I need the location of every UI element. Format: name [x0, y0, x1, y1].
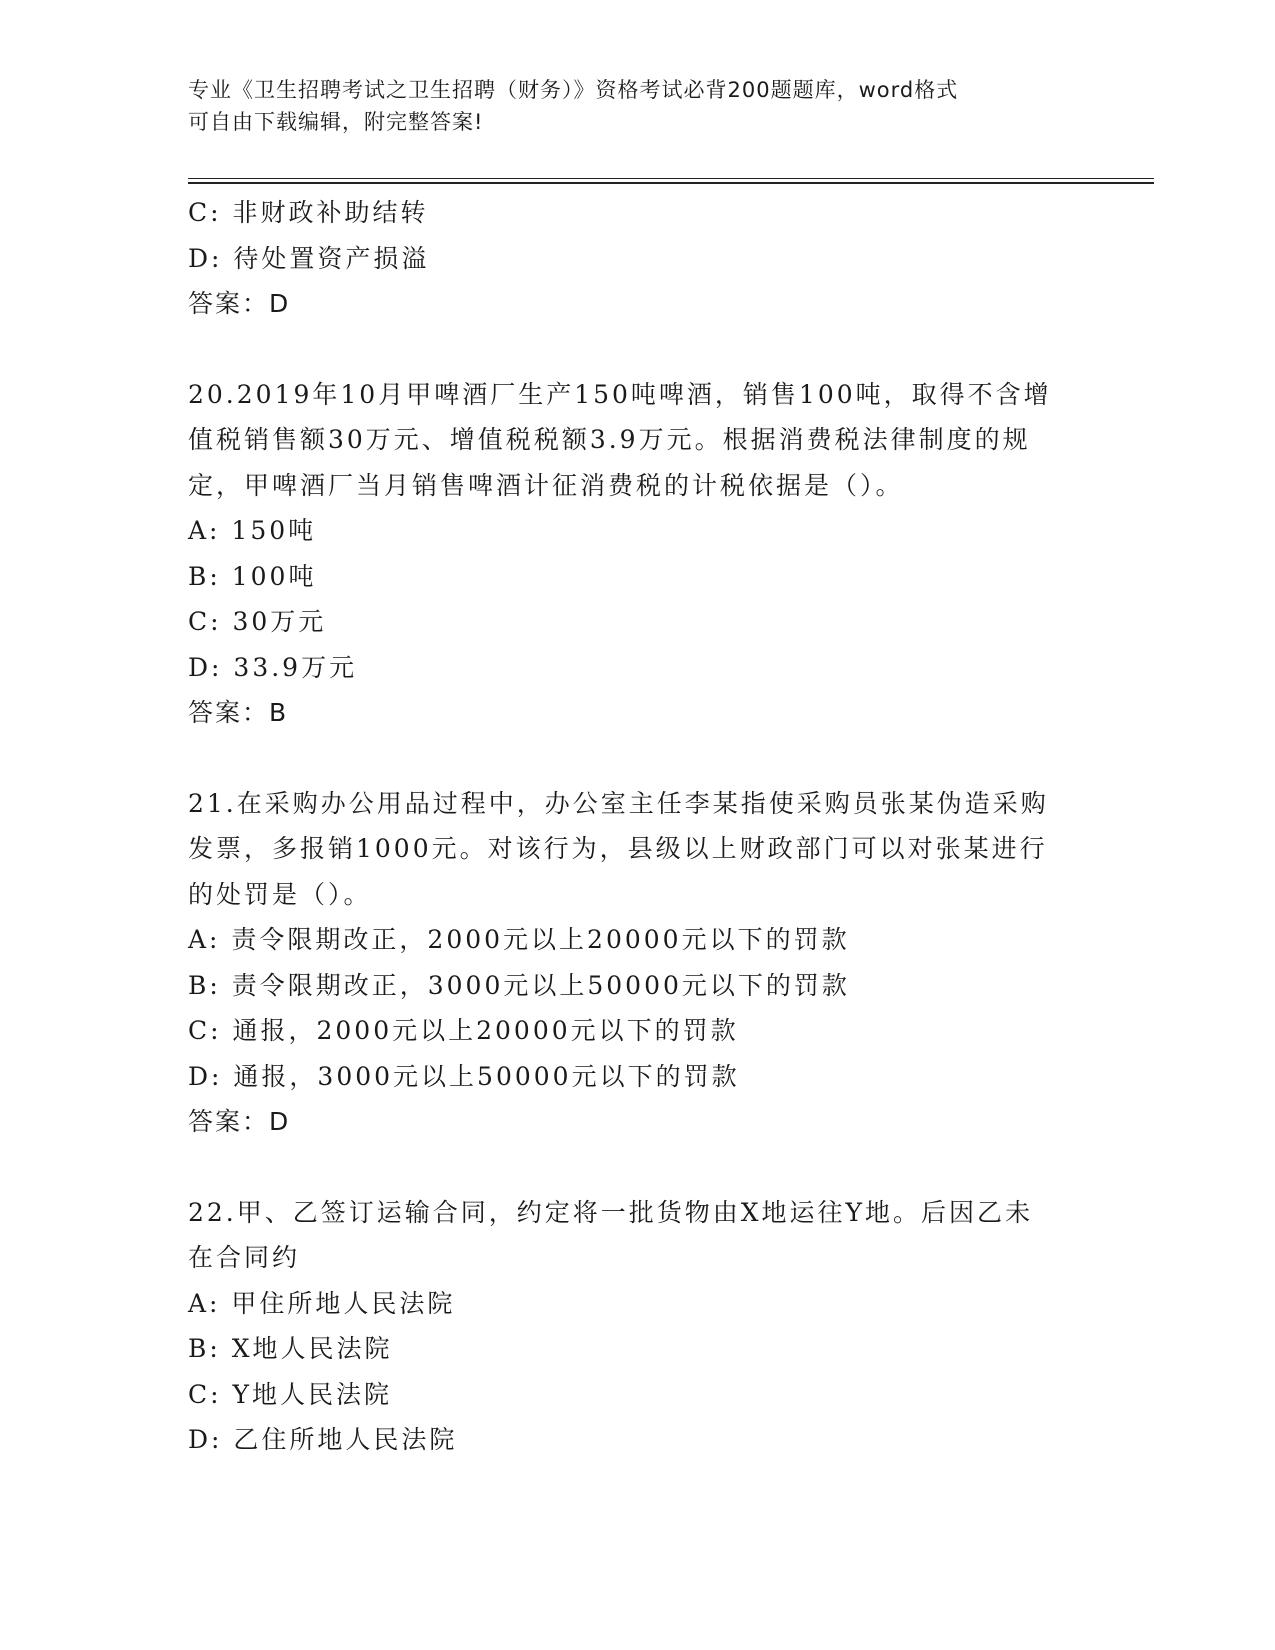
option-a: A: 责令限期改正，2000元以上20000元以下的罚款 [188, 925, 850, 954]
question-list [188, 190, 1068, 1463]
answer-line: 答案：D [188, 289, 291, 318]
question-stem-line: 在合同约 [188, 1243, 301, 1272]
document-header [188, 74, 1068, 138]
question-20 [188, 372, 1068, 736]
previous-question-tail [188, 190, 1068, 327]
question-21 [188, 781, 1068, 1145]
answer-line: 答案：B [188, 698, 289, 727]
option-a: A: 150吨 [188, 516, 317, 545]
option-d: D: 待处置资产损溢 [188, 243, 430, 273]
question-stem-line: 20.2019年10月甲啤酒厂生产150吨啤酒，销售100吨，取得不含增 [188, 379, 1052, 409]
answer-line: 答案：D [188, 1107, 291, 1136]
header-divider [188, 178, 1154, 184]
option-b: B: 责令限期改正，3000元以上50000元以下的罚款 [188, 970, 850, 1000]
option-d: D: 通报，3000元以上50000元以下的罚款 [188, 1061, 740, 1091]
question-stem-line: 22.甲、乙签订运输合同，约定将一批货物由X地运往Y地。后因乙未 [188, 1197, 1034, 1227]
question-stem-line: 值税销售额30万元、增值税税额3.9万元。根据消费税法律制度的规 [188, 425, 1031, 454]
header-line: 可自由下载编辑，附完整答案! [188, 110, 484, 134]
option-a: A: 甲住所地人民法院 [188, 1288, 456, 1318]
option-c: C: 30万元 [188, 607, 327, 636]
option-c: C: Y地人民法院 [188, 1379, 393, 1409]
option-d: D: 乙住所地人民法院 [188, 1425, 458, 1454]
question-stem-line: 21.在采购办公用品过程中，办公室主任李某指使采购员张某伪造采购 [188, 788, 1049, 818]
option-b: B: X地人民法院 [188, 1334, 393, 1363]
option-c: C: 非财政补助结转 [188, 198, 429, 227]
option-c: C: 通报，2000元以上20000元以下的罚款 [188, 1016, 739, 1045]
question-stem-line: 定，甲啤酒厂当月销售啤酒计征消费税的计税依据是（）。 [188, 470, 904, 500]
option-d: D: 33.9万元 [188, 652, 358, 682]
option-b: B: 100吨 [188, 561, 317, 591]
header-line: 专业《卫生招聘考试之卫生招聘（财务）》资格考试必背200题题库，word格式 [188, 78, 959, 102]
question-stem-line: 的处罚是（）。 [188, 879, 372, 909]
question-22 [188, 1190, 1068, 1463]
question-stem-line: 发票，多报销1000元。对该行为，县级以上财政部门可以对张某进行 [188, 834, 1048, 863]
